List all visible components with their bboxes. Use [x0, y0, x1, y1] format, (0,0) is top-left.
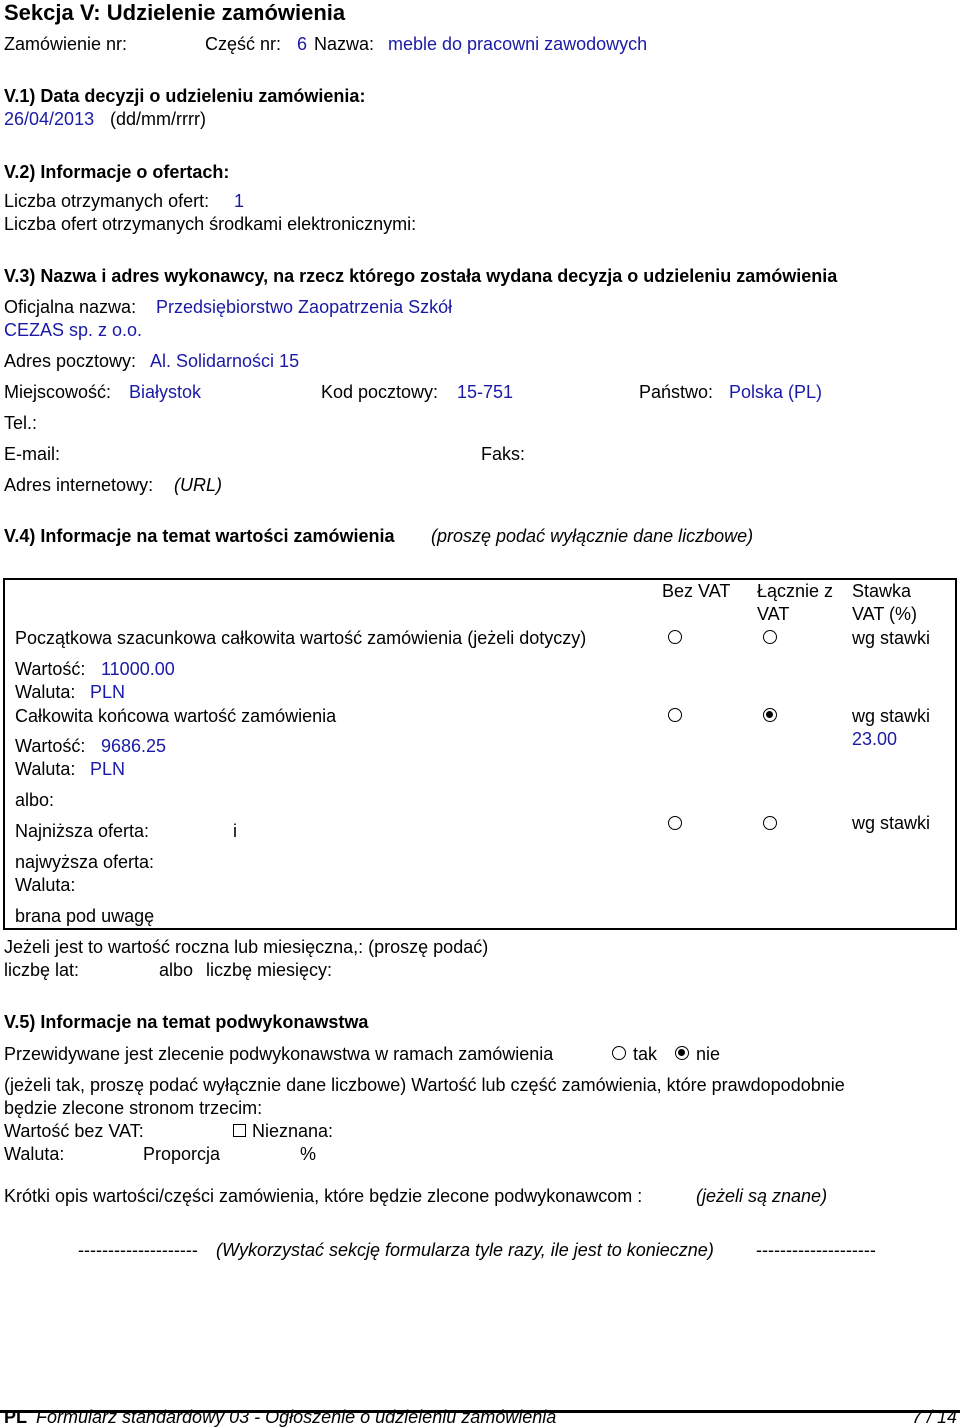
considered-label: brana pod uwagę — [15, 906, 155, 926]
footer-page: 7 / 14 — [912, 1407, 958, 1427]
subcontract-note-line2: będzie zlecone stronom trzecim: — [4, 1098, 263, 1118]
country: Polska (PL) — [729, 382, 823, 402]
part-no: 6 — [297, 34, 308, 54]
city-label: Miejscowość: — [4, 382, 112, 402]
official-name-line2: CEZAS sp. z o.o. — [4, 320, 143, 340]
percent-sign: % — [300, 1144, 317, 1164]
final-wartosc-label: Wartość: — [15, 736, 86, 756]
col-lacznie-line2: VAT — [757, 604, 790, 624]
postcode-label: Kod pocztowy: — [321, 382, 439, 402]
unknown-label: Nieznana: — [252, 1121, 334, 1141]
final-waluta: PLN — [90, 759, 126, 779]
subcontract-currency-label: Waluta: — [4, 1144, 65, 1164]
v1-heading: V.1) Data decyzji o udzieleniu zamówienia: — [4, 86, 366, 106]
v4-heading: V.4) Informacje na temat wartości zamówienia — [4, 526, 395, 546]
initial-value-label: Początkowa szacunkowa całkowita wartość zamówienia (jeżeli dotyczy) — [15, 628, 587, 648]
web-address-hint: (URL) — [174, 475, 222, 495]
highest-offer-label: najwyższa oferta: — [15, 852, 155, 872]
postal-address-label: Adres pocztowy: — [4, 351, 137, 371]
unknown-checkbox[interactable] — [233, 1124, 246, 1137]
initial-wartosc: 11000.00 — [101, 659, 175, 679]
subcontract-no-label: nie — [696, 1044, 721, 1064]
subcontract-no-radio[interactable] — [675, 1046, 689, 1060]
col-lacznie-line1: Łącznie z — [757, 581, 834, 601]
short-desc-label: Krótki opis wartości/części zamówienia, które będzie zlecone podwykonawcom : — [4, 1186, 643, 1206]
postal-address: Al. Solidarności 15 — [150, 351, 300, 371]
footer-lang: PL — [4, 1407, 28, 1427]
v5-heading: V.5) Informacje na temat podwykonawstwa — [4, 1012, 369, 1032]
short-desc-hint: (jeżeli są znane) — [696, 1186, 828, 1206]
value-excl-vat-label: Wartość bez VAT: — [4, 1121, 144, 1141]
initial-lacznie-radio[interactable] — [763, 630, 777, 644]
final-rate-value: 23.00 — [852, 729, 898, 749]
tel-label: Tel.: — [4, 413, 38, 433]
country-label: Państwo: — [639, 382, 714, 402]
col-bez-vat: Bez VAT — [662, 581, 731, 601]
subcontract-note-line1: (jeżeli tak, proszę podać wyłącznie dane liczbowe) Wartość lub część zamówienia, które prawdopodobnie — [4, 1075, 845, 1095]
initial-wartosc-label: Wartość: — [15, 659, 86, 679]
col-stawka-line1: Stawka — [852, 581, 912, 601]
offers-value: 1 — [234, 191, 245, 211]
initial-bez-vat-radio[interactable] — [668, 630, 682, 644]
final-wartosc: 9686.25 — [101, 736, 167, 756]
order-no-label: Zamówienie nr: — [4, 34, 128, 54]
v4-heading-note: (proszę podać wyłącznie dane liczbowe) — [431, 526, 754, 546]
annual-note: Jeżeli jest to wartość roczna lub miesięczna,: (proszę podać) — [4, 937, 489, 957]
v3-heading: V.3) Nazwa i adres wykonawcy, na rzecz którego została wydana decyzja o udzieleniu zamówienia — [4, 266, 838, 286]
final-rate: wg stawki — [852, 706, 931, 726]
range-bez-vat-radio[interactable] — [668, 816, 682, 830]
years-label: liczbę lat: — [4, 960, 80, 980]
date-format: (dd/mm/rrrr) — [110, 109, 206, 129]
fax-label: Faks: — [481, 444, 526, 464]
range-rate: wg stawki — [852, 813, 931, 833]
proportion-label: Proporcja — [143, 1144, 221, 1164]
subcontract-yes-radio[interactable] — [612, 1046, 626, 1060]
name-label: Nazwa: — [314, 34, 375, 54]
email-label: E-mail: — [4, 444, 61, 464]
initial-waluta: PLN — [90, 682, 126, 702]
final-bez-vat-radio[interactable] — [668, 708, 682, 722]
section-title: Sekcja V: Udzielenie zamówienia — [4, 0, 346, 25]
or-label: albo: — [15, 790, 55, 810]
electronic-offers-label: Liczba ofert otrzymanych środkami elektronicznymi: — [4, 214, 417, 234]
final-value-label: Całkowita końcowa wartość zamówienia — [15, 706, 337, 726]
col-stawka-line2: VAT (%) — [852, 604, 918, 624]
dashes-left: -------------------- — [78, 1240, 198, 1260]
repeat-note: (Wykorzystać sekcję formularza tyle razy, ile jest to konieczne) — [216, 1240, 714, 1260]
and-label: i — [233, 821, 237, 841]
final-waluta-label: Waluta: — [15, 759, 76, 779]
web-address-label: Adres internetowy: — [4, 475, 154, 495]
dashes-right: -------------------- — [756, 1240, 876, 1260]
city: Białystok — [129, 382, 202, 402]
v2-heading: V.2) Informacje o ofertach: — [4, 162, 230, 182]
decision-date: 26/04/2013 — [4, 109, 95, 129]
offers-label: Liczba otrzymanych ofert: — [4, 191, 210, 211]
subcontract-yes-label: tak — [633, 1044, 658, 1064]
or-word: albo — [159, 960, 194, 980]
initial-rate: wg stawki — [852, 628, 931, 648]
lowest-offer-label: Najniższa oferta: — [15, 821, 150, 841]
subcontract-question: Przewidywane jest zlecenie podwykonawstwa w ramach zamówienia — [4, 1044, 554, 1064]
name-value: meble do pracowni zawodowych — [388, 34, 648, 54]
footer-form-name: Formularz standardowy 03 - Ogłoszenie o udzieleniu zamówienia — [36, 1407, 557, 1427]
range-lacznie-radio[interactable] — [763, 816, 777, 830]
initial-waluta-label: Waluta: — [15, 682, 76, 702]
postcode: 15-751 — [457, 382, 514, 402]
part-label: Część nr: — [205, 34, 282, 54]
range-waluta-label: Waluta: — [15, 875, 76, 895]
official-name-label: Oficjalna nazwa: — [4, 297, 137, 317]
months-label: liczbę miesięcy: — [206, 960, 333, 980]
official-name-line1: Przedsiębiorstwo Zaopatrzenia Szkół — [156, 297, 453, 317]
final-lacznie-radio[interactable] — [763, 708, 777, 722]
